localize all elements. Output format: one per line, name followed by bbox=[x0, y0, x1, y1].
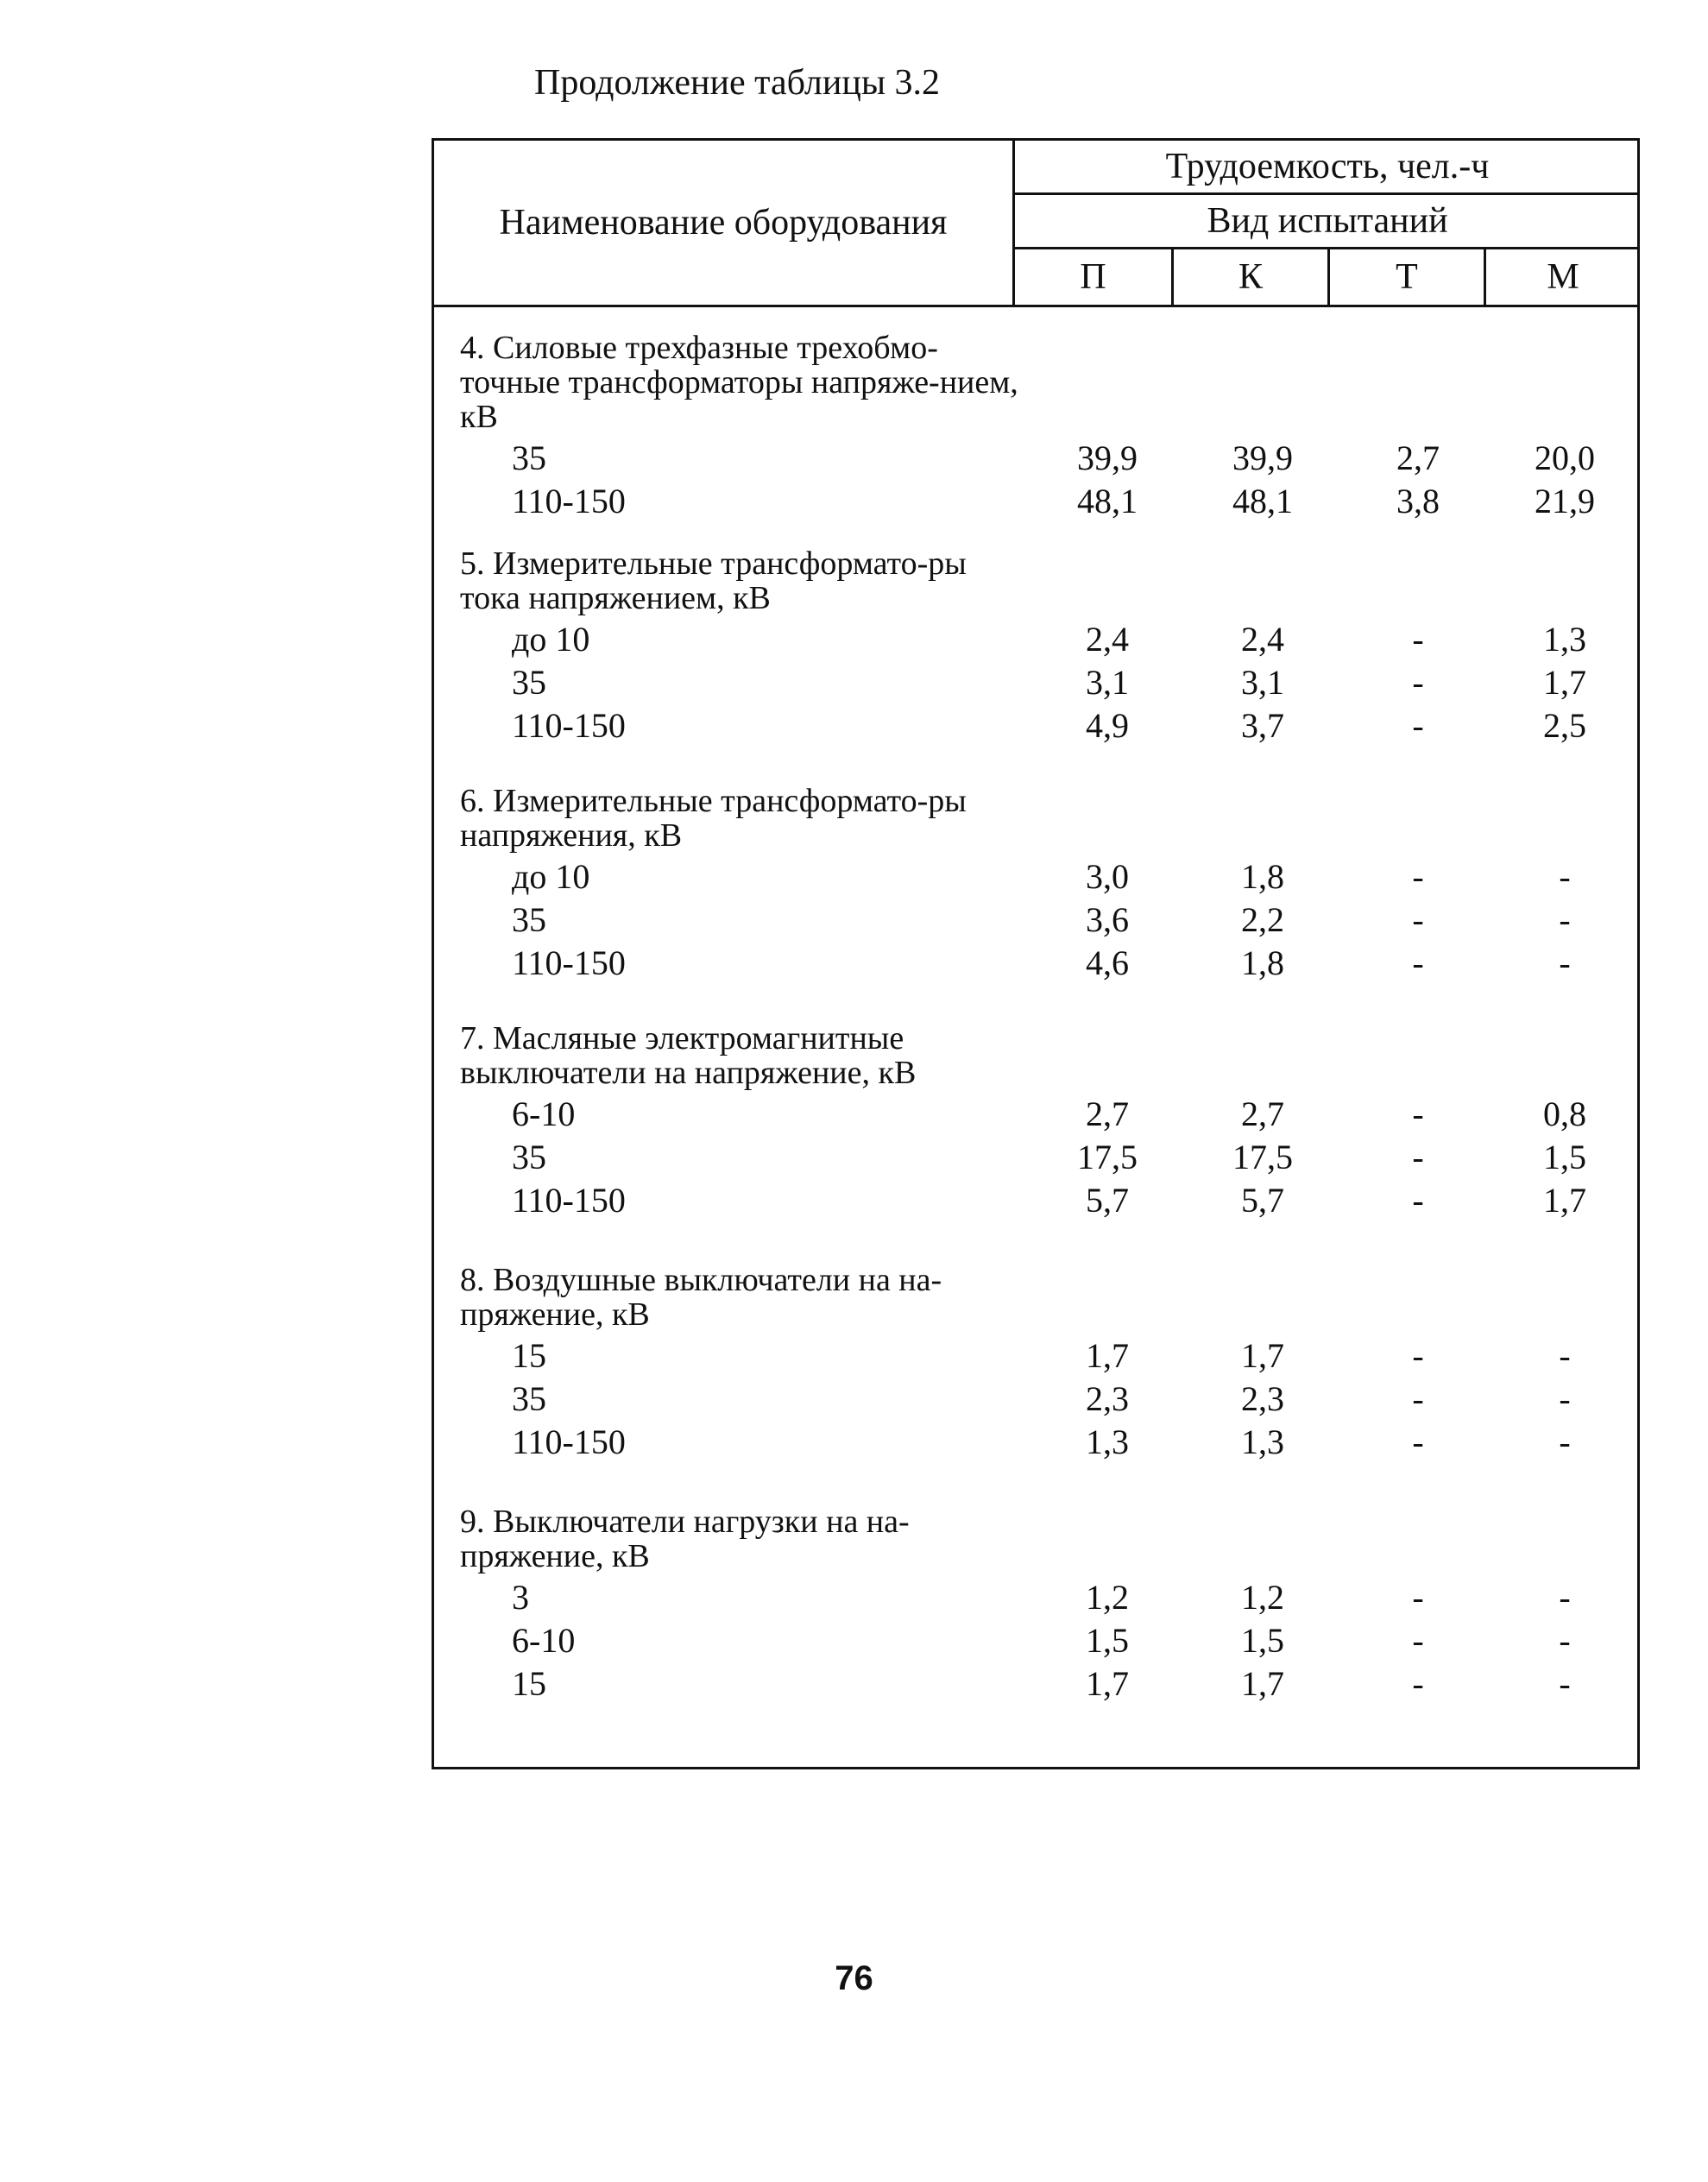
value-m: 1,7 bbox=[1543, 663, 1586, 702]
group-title: 9. Выключатели нагрузки на на-пряжение, кВ bbox=[460, 1504, 910, 1574]
header-equipment-name: Наименование оборудования bbox=[499, 203, 948, 243]
voltage-label: до 10 bbox=[512, 620, 590, 659]
group-title: 5. Измерительные трансформато-ры тока напряжением, кВ bbox=[460, 546, 967, 616]
voltage-label: 110-150 bbox=[512, 482, 626, 520]
value-m: - bbox=[1559, 900, 1571, 939]
voltage-label: 3 bbox=[512, 1578, 529, 1617]
table-row bbox=[434, 1620, 1637, 1663]
value-p: 48,1 bbox=[1077, 482, 1138, 520]
value-p: 1,3 bbox=[1086, 1422, 1129, 1461]
value-t: - bbox=[1412, 900, 1424, 939]
header-labor-intensity: Трудоемкость, чел.-ч bbox=[1165, 147, 1490, 186]
value-p: 3,0 bbox=[1086, 857, 1129, 896]
value-m: - bbox=[1559, 1621, 1571, 1660]
value-t: - bbox=[1412, 620, 1424, 659]
equipment-labor-table bbox=[432, 138, 1640, 1769]
value-t: - bbox=[1412, 943, 1424, 982]
value-t: - bbox=[1412, 1379, 1424, 1418]
value-m: 1,7 bbox=[1543, 1181, 1586, 1220]
table-row bbox=[434, 1335, 1637, 1378]
value-t: - bbox=[1412, 706, 1424, 745]
value-k: 48,1 bbox=[1232, 482, 1293, 520]
table-row bbox=[434, 1378, 1637, 1422]
table-row bbox=[434, 856, 1637, 899]
value-k: 5,7 bbox=[1241, 1181, 1284, 1220]
value-k: 2,2 bbox=[1241, 900, 1284, 939]
value-t: - bbox=[1412, 1578, 1424, 1617]
value-t: - bbox=[1412, 1181, 1424, 1220]
value-p: 5,7 bbox=[1086, 1181, 1129, 1220]
voltage-label: 110-150 bbox=[512, 706, 626, 745]
value-k: 2,4 bbox=[1241, 620, 1284, 659]
value-m: - bbox=[1559, 857, 1571, 896]
voltage-label: 35 bbox=[512, 1379, 546, 1418]
table-row bbox=[434, 1094, 1637, 1137]
value-t: - bbox=[1412, 1621, 1424, 1660]
value-p: 1,7 bbox=[1086, 1336, 1129, 1375]
voltage-label: 110-150 bbox=[512, 1181, 626, 1220]
value-k: 1,3 bbox=[1241, 1422, 1284, 1461]
value-k: 1,5 bbox=[1241, 1621, 1284, 1660]
page-number: 76 bbox=[835, 1959, 873, 1997]
voltage-label: 35 bbox=[512, 663, 546, 702]
value-t: 2,7 bbox=[1396, 438, 1440, 477]
voltage-label: до 10 bbox=[512, 857, 590, 896]
value-p: 1,5 bbox=[1086, 1621, 1129, 1660]
value-m: - bbox=[1559, 1379, 1571, 1418]
table-row bbox=[434, 619, 1637, 662]
table-row bbox=[434, 438, 1637, 481]
header-test-type: Вид испытаний bbox=[1207, 201, 1448, 241]
voltage-label: 15 bbox=[512, 1336, 546, 1375]
table-row bbox=[434, 1663, 1637, 1706]
voltage-label: 6-10 bbox=[512, 1094, 576, 1133]
value-k: 39,9 bbox=[1232, 438, 1293, 477]
table-row bbox=[434, 481, 1637, 524]
value-m: 1,3 bbox=[1543, 620, 1586, 659]
value-k: 2,7 bbox=[1241, 1094, 1284, 1133]
header-bottom-rule bbox=[434, 305, 1637, 307]
voltage-label: 15 bbox=[512, 1664, 546, 1703]
value-m: 0,8 bbox=[1543, 1094, 1586, 1133]
value-m: 2,5 bbox=[1543, 706, 1586, 745]
table-row bbox=[434, 1180, 1637, 1223]
value-p: 1,2 bbox=[1086, 1578, 1129, 1617]
value-m: - bbox=[1559, 1578, 1571, 1617]
value-m: 20,0 bbox=[1535, 438, 1595, 477]
value-k: 3,1 bbox=[1241, 663, 1284, 702]
header-col-t: Т bbox=[1396, 257, 1418, 297]
table-row bbox=[434, 943, 1637, 986]
header-col-k: К bbox=[1238, 257, 1263, 297]
value-m: - bbox=[1559, 1422, 1571, 1461]
table-caption: Продолжение таблицы 3.2 bbox=[534, 63, 941, 103]
value-k: 1,7 bbox=[1241, 1336, 1284, 1375]
value-p: 39,9 bbox=[1077, 438, 1138, 477]
group-title: 4. Силовые трехфазные трехобмо-точные трансформаторы напряже-нием, кВ bbox=[460, 330, 1018, 435]
table-row bbox=[434, 1577, 1637, 1620]
table-row bbox=[434, 1137, 1637, 1180]
value-m: - bbox=[1559, 1664, 1571, 1703]
voltage-label: 35 bbox=[512, 1138, 546, 1176]
value-m: 21,9 bbox=[1535, 482, 1595, 520]
value-k: 1,7 bbox=[1241, 1664, 1284, 1703]
table-row bbox=[434, 662, 1637, 705]
group-title: 8. Воздушные выключатели на на-пряжение, кВ bbox=[460, 1262, 942, 1333]
value-p: 4,6 bbox=[1086, 943, 1129, 982]
value-k: 17,5 bbox=[1232, 1138, 1293, 1176]
value-k: 1,2 bbox=[1241, 1578, 1284, 1617]
value-p: 3,1 bbox=[1086, 663, 1129, 702]
value-p: 1,7 bbox=[1086, 1664, 1129, 1703]
value-m: - bbox=[1559, 943, 1571, 982]
value-k: 1,8 bbox=[1241, 943, 1284, 982]
value-k: 2,3 bbox=[1241, 1379, 1284, 1418]
group-title: 6. Измерительные трансформато-ры напряжения, кВ bbox=[460, 783, 967, 854]
value-t: - bbox=[1412, 1664, 1424, 1703]
table-row bbox=[434, 1422, 1637, 1465]
value-k: 3,7 bbox=[1241, 706, 1284, 745]
voltage-label: 35 bbox=[512, 438, 546, 477]
header-col-m: М bbox=[1547, 257, 1579, 297]
value-p: 17,5 bbox=[1077, 1138, 1138, 1176]
value-t: - bbox=[1412, 857, 1424, 896]
table-row bbox=[434, 705, 1637, 748]
value-t: - bbox=[1412, 1336, 1424, 1375]
voltage-label: 35 bbox=[512, 900, 546, 939]
value-t: - bbox=[1412, 1094, 1424, 1133]
table-row bbox=[434, 899, 1637, 943]
header-col-p: П bbox=[1080, 257, 1106, 297]
group-title: 7. Масляные электромагнитные выключатели на напряжение, кВ bbox=[460, 1020, 917, 1091]
value-p: 2,7 bbox=[1086, 1094, 1129, 1133]
value-t: - bbox=[1412, 663, 1424, 702]
value-p: 3,6 bbox=[1086, 900, 1129, 939]
voltage-label: 110-150 bbox=[512, 943, 626, 982]
value-m: - bbox=[1559, 1336, 1571, 1375]
value-p: 4,9 bbox=[1086, 706, 1129, 745]
value-t: - bbox=[1412, 1138, 1424, 1176]
value-t: 3,8 bbox=[1396, 482, 1440, 520]
value-p: 2,3 bbox=[1086, 1379, 1129, 1418]
value-t: - bbox=[1412, 1422, 1424, 1461]
value-p: 2,4 bbox=[1086, 620, 1129, 659]
voltage-label: 6-10 bbox=[512, 1621, 576, 1660]
value-m: 1,5 bbox=[1543, 1138, 1586, 1176]
voltage-label: 110-150 bbox=[512, 1422, 626, 1461]
value-k: 1,8 bbox=[1241, 857, 1284, 896]
